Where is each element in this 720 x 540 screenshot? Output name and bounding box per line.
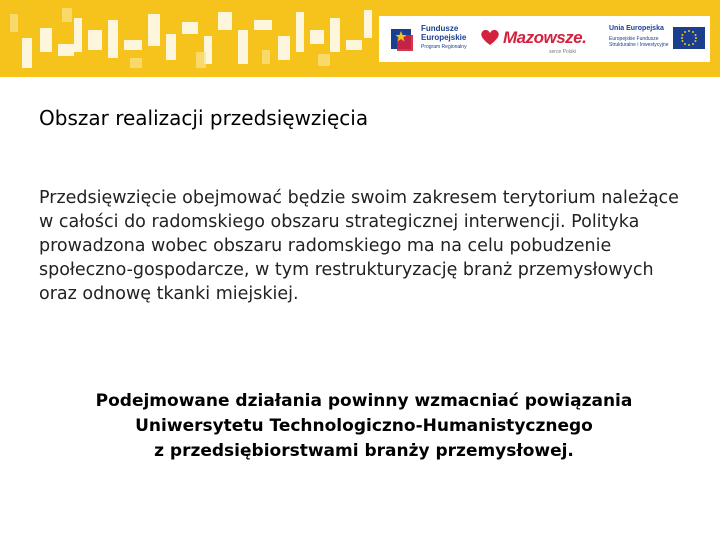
body-paragraph: Przedsięwzięcie obejmować będzie swoim zakresem terytorium należące w całości do radomskiego obszaru strategicznej interwencji. Polityka prowadzona wobec obszaru radomskiego ma na celu pobudzenie społeczno-gospodarcze, w tym restrukturyzację branż przemysłowych oraz odnowę tkanki miejskiej. xyxy=(39,188,679,304)
unia-europejska-logo xyxy=(609,24,707,56)
fundusze-line3: Program Regionalny xyxy=(421,44,467,50)
fundusze-europejskie-logo xyxy=(389,23,467,55)
logo-panel xyxy=(379,16,710,62)
fundusze-line1: Fundusze xyxy=(421,24,459,33)
slide-title: Obszar realizacji przedsięwzięcia xyxy=(39,106,369,130)
fundusze-line2: Europejskie xyxy=(421,33,467,42)
mazowsze-logo xyxy=(479,24,591,58)
ue-line2: Europejskie Fundusze xyxy=(609,36,659,42)
highlight-line-3: z przedsiębiorstwami branży przemysłowej. xyxy=(154,441,574,461)
eu-flag-icon xyxy=(673,27,705,49)
mazowsze-wordmark: Mazowsze. xyxy=(503,28,587,47)
highlight-line-2: Uniwersytetu Technologiczno-Humanistycznego xyxy=(135,416,593,436)
ue-line1: Unia Europejska xyxy=(609,25,664,32)
heart-icon xyxy=(479,27,501,47)
eu-funds-star-flag-icon xyxy=(389,25,417,53)
header-band xyxy=(0,0,720,77)
decorative-pattern xyxy=(0,0,380,77)
highlight-line-1: Podejmowane działania powinny wzmacniać powiązania xyxy=(95,391,633,411)
mazowsze-tagline: serce Polski xyxy=(549,49,576,55)
highlight-statement xyxy=(40,389,688,464)
ue-line3: Strukturalne i Inwestycyjne xyxy=(609,42,669,48)
